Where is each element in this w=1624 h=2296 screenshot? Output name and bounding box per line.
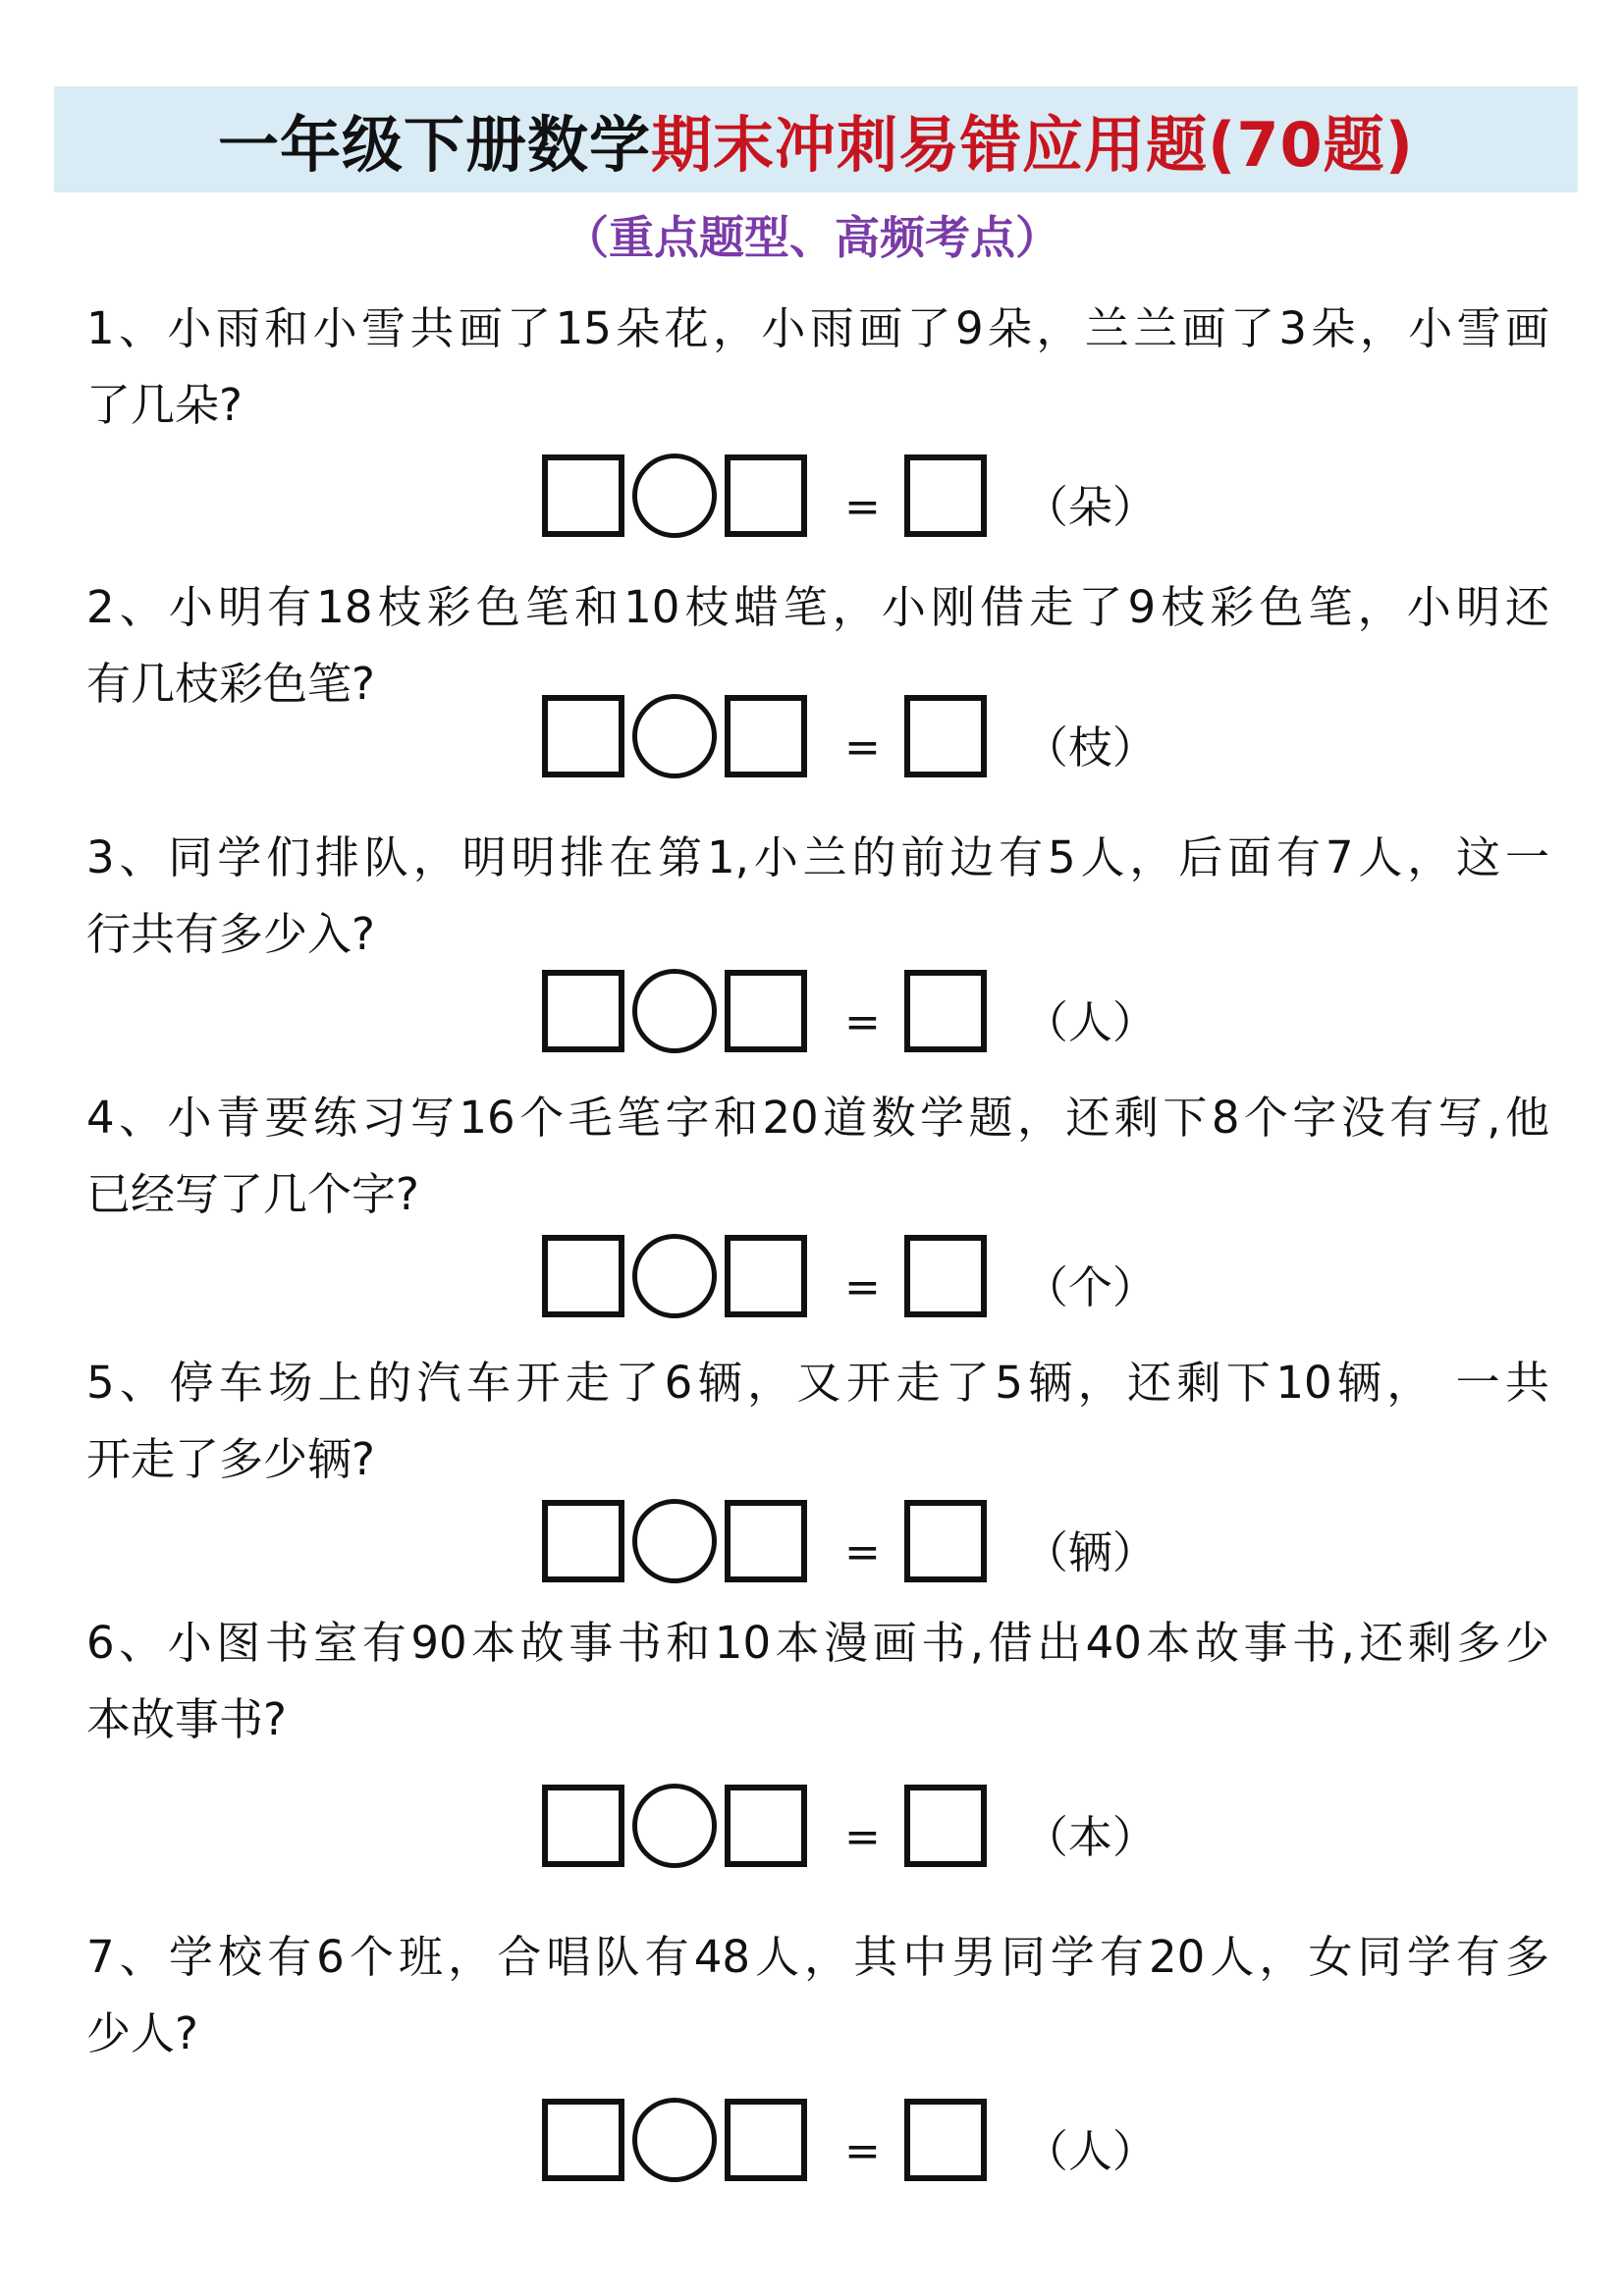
answer-box-operand2[interactable]: [725, 1500, 807, 1582]
equals-sign: =: [844, 1811, 881, 1862]
question-text-line2: 有几枝彩色笔?: [86, 658, 375, 710]
answer-box-result[interactable]: [904, 1235, 987, 1317]
answer-unit: （个）: [1023, 1260, 1157, 1313]
answer-unit: （人）: [1023, 995, 1157, 1048]
answer-unit: （人）: [1023, 2124, 1157, 2177]
answer-box-operand1[interactable]: [542, 1235, 624, 1317]
question-text-line2: 行共有多少入?: [86, 908, 375, 960]
question-4: [86, 1080, 1549, 1233]
answer-circle-operator[interactable]: [632, 2098, 717, 2182]
answer-box-operand1[interactable]: [542, 1500, 624, 1582]
answer-box-operand2[interactable]: [725, 970, 807, 1052]
question-text-line1: 7、学校有6个班，合唱队有48人，其中男同学有20人，女同学有多: [86, 1931, 1549, 1983]
answer-box-result[interactable]: [904, 2099, 987, 2181]
equals-sign: =: [844, 1261, 881, 1312]
answer-unit: （辆）: [1023, 1525, 1157, 1578]
question-text-line2: 开走了多少辆?: [86, 1433, 375, 1485]
question-text-line2: 已经写了几个字?: [86, 1168, 419, 1220]
question-text-line1: 4、小青要练习写16个毛笔字和20道数学题，还剩下8个字没有写,他: [86, 1092, 1549, 1144]
answer-box-operand1[interactable]: [542, 2099, 624, 2181]
title-black-part: 一年级下册数学: [218, 108, 652, 181]
answer-circle-operator[interactable]: [632, 1784, 717, 1868]
equals-sign: =: [844, 2125, 881, 2176]
question-1: [86, 291, 1549, 444]
question-text-line1: 3、同学们排队，明明排在第1,小兰的前边有5人，后面有7人，这一: [86, 831, 1549, 883]
answer-unit: （朵）: [1023, 480, 1157, 533]
answer-row-5: [542, 1497, 1157, 1585]
answer-box-operand2[interactable]: [725, 1785, 807, 1867]
answer-box-operand1[interactable]: [542, 1785, 624, 1867]
answer-row-4: [542, 1232, 1157, 1320]
answer-circle-operator[interactable]: [632, 1234, 717, 1318]
question-3: [86, 820, 1549, 973]
title-red-part: 期末冲刺易错应用题(70题): [651, 108, 1414, 181]
answer-box-result[interactable]: [904, 695, 987, 777]
question-6: [86, 1605, 1549, 1758]
answer-box-result[interactable]: [904, 1500, 987, 1582]
answer-row-7: [542, 2096, 1157, 2184]
question-text-line2: 本故事书?: [86, 1693, 287, 1745]
equals-sign: =: [844, 1526, 881, 1577]
answer-box-operand1[interactable]: [542, 695, 624, 777]
answer-circle-operator[interactable]: [632, 1499, 717, 1583]
answer-unit: （枝）: [1023, 721, 1157, 774]
answer-box-result[interactable]: [904, 454, 987, 537]
answer-box-operand2[interactable]: [725, 695, 807, 777]
question-text-line1: 5、停车场上的汽车开走了6辆，又开走了5辆，还剩下10辆， 一共: [86, 1357, 1549, 1409]
answer-box-operand2[interactable]: [725, 454, 807, 537]
equals-sign: =: [844, 481, 881, 532]
answer-box-operand2[interactable]: [725, 2099, 807, 2181]
question-text-line2: 少人?: [86, 2007, 198, 2059]
answer-box-operand2[interactable]: [725, 1235, 807, 1317]
answer-row-2: [542, 692, 1157, 780]
page-title: [218, 96, 1414, 184]
equals-sign: =: [844, 721, 881, 773]
answer-box-result[interactable]: [904, 1785, 987, 1867]
question-text-line1: 2、小明有18枝彩色笔和10枝蜡笔，小刚借走了9枝彩色笔，小明还: [86, 581, 1549, 633]
answer-row-3: [542, 967, 1157, 1055]
answer-row-1: [542, 452, 1157, 540]
answer-circle-operator[interactable]: [632, 454, 717, 538]
answer-box-operand1[interactable]: [542, 970, 624, 1052]
question-5: [86, 1345, 1549, 1498]
answer-circle-operator[interactable]: [632, 969, 717, 1053]
answer-unit: （本）: [1023, 1810, 1157, 1863]
equals-sign: =: [844, 996, 881, 1047]
question-text-line2: 了几朵?: [86, 379, 243, 431]
answer-row-6: [542, 1782, 1157, 1870]
question-text-line1: 6、小图书室有90本故事书和10本漫画书,借出40本故事书,还剩多少: [86, 1617, 1549, 1669]
question-text-line1: 1、小雨和小雪共画了15朵花，小雨画了9朵，兰兰画了3朵，小雪画: [86, 302, 1549, 354]
question-7: [86, 1919, 1549, 2072]
answer-circle-operator[interactable]: [632, 694, 717, 778]
title-banner: [54, 86, 1578, 192]
answer-box-result[interactable]: [904, 970, 987, 1052]
page-subtitle: （重点题型、高频考点）: [564, 211, 1060, 264]
answer-box-operand1[interactable]: [542, 454, 624, 537]
